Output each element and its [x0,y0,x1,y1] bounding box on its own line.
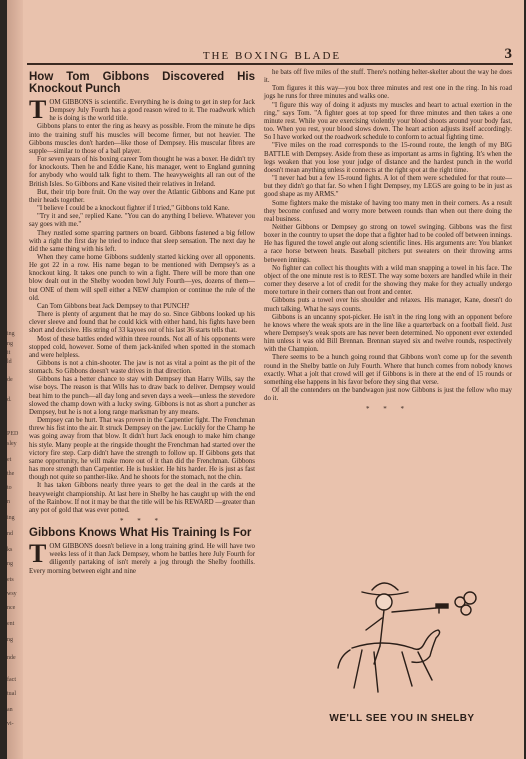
article1-paragraph: OM GIBBONS is scientific. Everything he is doing to get in step for Jack Dempsey July Fourth has a good reason wired to it. The roadwork which he is doing is the world title. [49,99,255,123]
right-column-paragraph: Tom figures it this way—you box three minutes and rest one in the ring. In his road jogs he runs for three minutes and walks one. [264,85,512,101]
section-stars: * * * [120,516,164,525]
article1-paragraph: Can Tom Gibbons beat Jack Dempsey to that PUNCH? [37,302,190,310]
edge-text-fragment: nce [7,605,16,611]
edge-text-fragment: nde [7,655,16,661]
continued-article-body [264,69,512,403]
right-column-paragraph: There seems to be a hunch going round that Gibbons won't come up for the seventh round in the Shelby battle on July Fourth. Where that hunch comes from nobody knows exactly. What a jolt that crowd will get if Gibbons is in there at the end of 15 rounds or something else happens in his favor before they sing that verse. [264,354,512,386]
magazine-page [7,0,524,759]
page-header: THE BOXING BLADE [202,50,342,62]
article-body-2 [29,539,255,576]
article1-paragraph: When they came home Gibbons suddenly started kicking over all opponents. He got 22 in a row. His name began to be mentioned with Dempsey's as a knockout king. It takes one punch to win a fight. There will be more than one blow dealt out in the Shelby wooden bowl July Fourth—yes, dozens of them—but ONE of them will spell either a NEW champion or continue the rule of the old. [29,253,255,302]
edge-text-fragment: ent [7,621,15,627]
edge-text-fragment: n [7,499,10,505]
article1-paragraph: For seven years of his boxing career Tom thought he was a boxer. He didn't try for knockouts. Then he and Eddie Kane, his manager, went to England gunning for anybody who would talk fight to them. The heavyweights all ran out of the British Isles. So Gibbons and Kane visited their relatives in Ireland. [29,156,255,188]
edge-text-fragment: vi- [7,721,14,727]
facing-page-edge [7,0,23,759]
article-headline: How Tom Gibbons Discovered His Knockout Punch [29,71,255,95]
header-rule [27,63,513,65]
edge-text-fragment: ng [7,561,13,567]
article1-paragraph: They rustled some sparring partners on board. Gibbons fastened a big fellow with a right the first day he tried to induce that sleep sensation. The next day he did the same thing with his left. [29,229,255,253]
edge-text-fragment: fact [7,677,16,683]
right-column-paragraph: Some fighters make the mistake of having too many men in their corners. As a result they become confused and worry more between rounds than when out there doing the real business. [264,199,512,223]
article-headline-2: Gibbons Knows What His Training Is For [29,527,252,540]
left-column [29,69,255,757]
edge-text-fragment: ng [7,637,13,643]
edge-text-fragment: de [7,377,13,383]
article-body [29,95,255,515]
drop-cap: T [29,95,47,124]
right-column-paragraph: he bats off five miles of the stuff. There's nothing helter-skelter about the way he does it. [264,69,512,85]
article2-paragraph: OM GIBBONS doesn't believe in a long training grind. He will have two weeks less of it than Jack Dempsey, whom he battles here July Fourth for diligently partaking of isn't merely a jog through the Shelby foothills. Every morning between eight and nine [29,543,255,575]
right-column-paragraph: Of all the contenders on the bandwagon just now Gibbons is just the fellow who may do it. [264,387,512,403]
edge-text-fragment: ing [7,515,15,521]
article1-paragraph: Gibbons plans to enter the ring as heavy as possible. From the minute he dips into the training stuff his muscles will become firmer, but not heavier. The Gibbons muscles don't harden—like those of Dempsey. His muscular fibres are supple—similar to those of a ball player. [29,123,255,155]
drop-cap-2: T [29,539,47,569]
right-column-paragraph: Gibbons is an uncanny spot-picker. He isn't in the ring long with an opponent before he knows where the weak spots are in the line like a quarterback on a football field. Just where Dempsey's weak spots are has never been determined. No opponent ever extended him unless it was old Bill Brennan. Brennan stayed six and twelve rounds, respectively with the Champion. [264,313,512,354]
edge-text-fragment: to [7,485,12,491]
edge-text-fragment: nd [7,531,13,537]
illustration-caption: WE'LL SEE YOU IN SHELBY [329,713,475,724]
section-stars-right: * * * [366,405,410,414]
edge-text-fragment: PED [7,431,19,437]
right-column-paragraph: "I figure this way of doing it adjusts my muscles and heart to actual exertion in the ring," says Tom. "A fighter goes at top speed for three minutes and then takes a one minute rest. While you are exercising violently your blood shoots around your body fast, too. When you rest, your blood slows down. The heart action adjusts itself accordingly. So I have worked out the roadwork schedule to conform to actual fighting time. [264,101,512,142]
article1-paragraph: "I believe I could be a knockout fighter if I tried," Gibbons told Kane. [37,205,230,213]
right-column-paragraph: "Five miles on the road corresponds to the 15-round route, the length of my BIG BATTLE with Dempsey. Aside from these as important as arms in fighting. It's when the legs weaken that you lose your judge of distance and the hardest punch in the world doesn't mean anything unless it connects at the right spot at the right time. [264,142,512,174]
article1-paragraph: Gibbons is not a chin-shooter. The jaw is not as vital a point as the pit of the stomach. So Gibbons doesn't waste drives in that direction. [29,360,255,376]
article1-paragraph: Dempsey can be hurt. That was proven in the Carpentier fight. The Frenchman threw his fist into the air. It struck Dempsey on the jaw. Luckily for the Champ he was going away from that blow. It didn't hurt Jack enough to make him change his style. Many people at the ringside thought the Frenchman had started over the victory fire step. Carp didn't have the strength to follow up. If Gibbons gets that same opportunity, he will make more out of it than did the Frenchman. Gibbons has more strength than Carpentier. He is huskier. He hits harder. He is just as fast though not quite so panther-like. And he shoots for the stomach, not the chin. [29,417,255,482]
edge-text-fragment: sley [7,441,17,447]
right-column [264,69,512,539]
edge-text-fragment: tual [7,691,16,697]
edge-text-fragment: the [7,471,15,477]
edge-text-fragment: ks [7,547,13,553]
article1-paragraph: Most of these battles ended within three rounds. Not all of his opponents were stopped cold, however. Some of them jack-knifed when spotted in the stomach and were helpless. [29,335,255,359]
right-column-paragraph: Neither Gibbons or Dempsey go strong on towel swinging. Gibbons was the first boxer in the country to upset the dope that a fighter had to be cooled off between innings. He has figured the towel angle out along scientific lines. His arguments are: You blanket a race horse between heats. Baseball pitchers put sweaters on their throwing arms between innings. [264,223,512,264]
edge-text-fragment: ets [7,577,14,583]
right-column-paragraph: "I never had but a few 15-round fights. A lot of them were scheduled for that route—but they didn't go that far. So when I fight Dempsey, my LEGS are going to be in just as good shape as my ARMS." [264,175,512,199]
edge-text-fragment: ld [7,359,12,365]
page-number: 3 [504,46,512,62]
edge-text-fragment: wsy [7,591,17,597]
article1-paragraph: It has taken Gibbons nearly three years to get the deal in the cards at the heavyweight championship. At last here in Shelby he has caught up with the end of the Rainbow. If not it may be that the title will be his REWARD —greater than any pot of gold that was ever potted. [29,482,255,514]
article1-paragraph: Gibbons has a better chance to stay with Dempsey than Harry Wills, say the wise boys. The reason is that Wills has to draw back to deliver. Dempsey would beat him to the punch—all day long and seven days a week—unless the stevedore slowed the champ down with a lucky swing. Gibbons is not as short a puncher as Dempsey, but he is not a long range marksman by any means. [29,376,255,416]
edge-text-fragment: it [7,350,11,356]
cowboy-illustration [332,568,487,718]
right-column-paragraph: No fighter can collect his thoughts with a wild man snapping a towel in his face. The object of the one minute rest is to REST. The way some boxers are handled while in their corner they deserve a lot of credit for the showing they make for they actually undergo more torture in their corners than out front and center. [264,264,512,297]
edge-text-fragment: d. [7,397,12,403]
edge-text-fragment: ing [7,331,15,337]
right-column-paragraph: Gibbons puts a towel over his shoulder and relaxes. His manager, Kane, doesn't do much talking. What he says counts. [264,297,512,313]
edge-text-fragment: ng [7,341,13,347]
edge-text-fragment: et [7,457,12,463]
edge-text-fragment: an [7,707,13,713]
article1-paragraph: There is plenty of argument that he may do so. Since Gibbons looked up his clever sleeve and found that he could kick with either hand, his fights have been short and decisive. His string of 33 kayoes out of his last 36 starts tells that. [29,311,255,335]
article1-paragraph: But, their trip bore fruit. On the way over the Atlantic Gibbons and Kane put their heads together. [29,188,255,204]
article1-paragraph: "Try it and see," replied Kane. "You can do anything I believe. Whatever you say goes with me." [29,213,255,229]
